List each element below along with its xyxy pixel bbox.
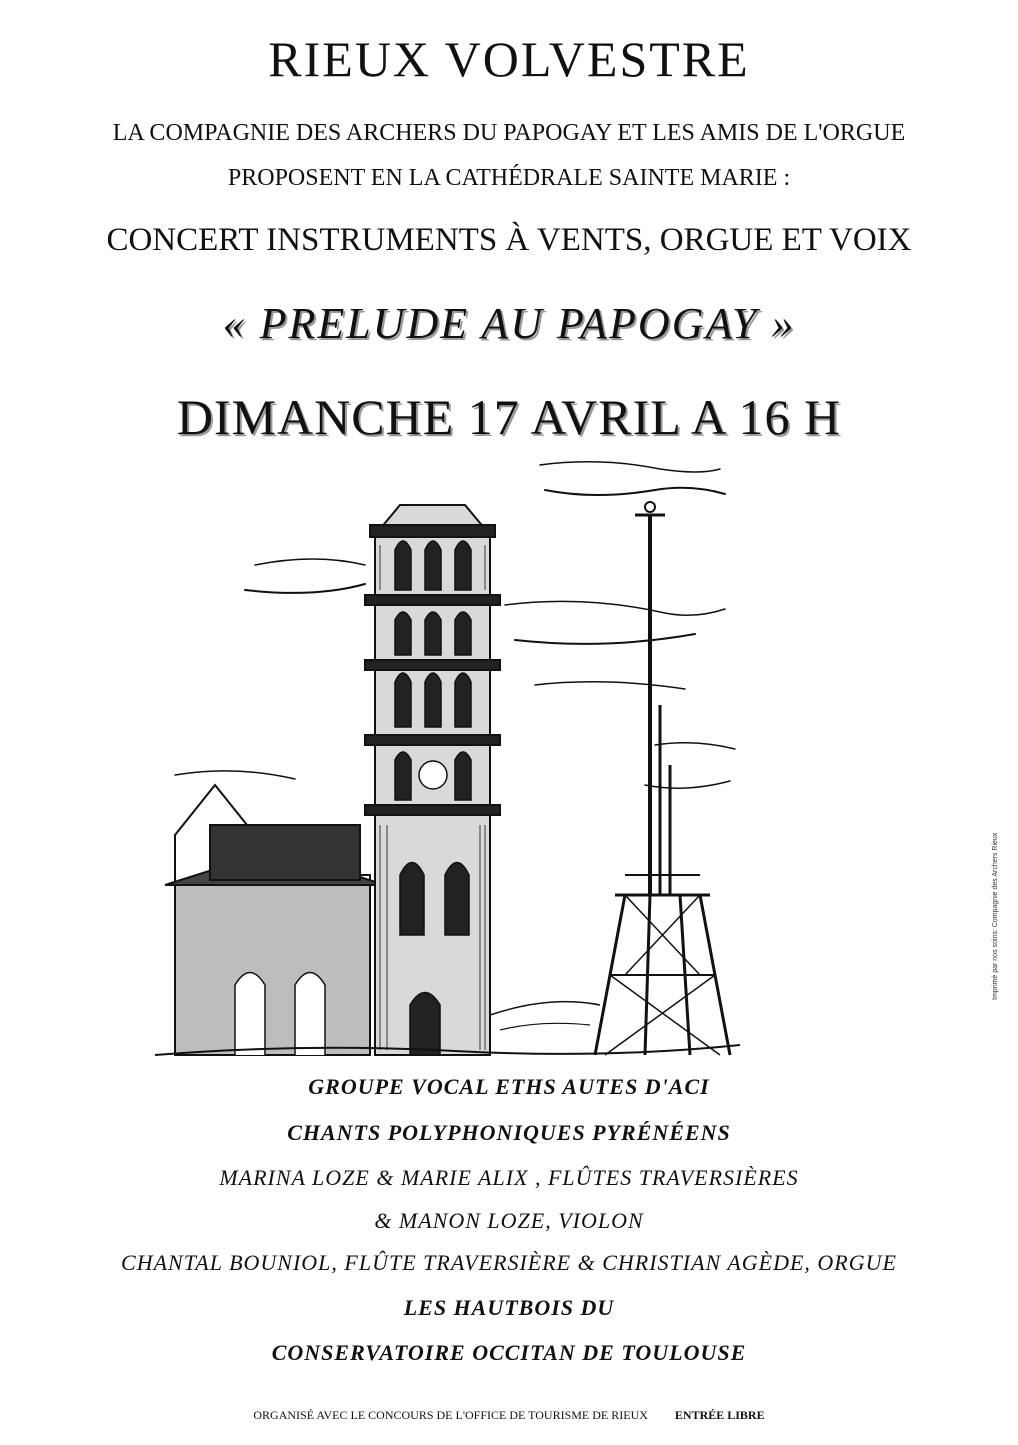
concert-type: CONCERT INSTRUMENTS À VENTS, ORGUE ET VOIX — [106, 222, 912, 258]
performer-line: & MANON LOZE, VIOLON — [374, 1208, 644, 1233]
print-credit: Imprimé par nos soins: Compagnie des Archers Rieux — [992, 832, 999, 1000]
performer-line: MARINA LOZE & MARIE ALIX , FLÛTES TRAVERSIÈRES — [219, 1165, 799, 1190]
performer-line: CONSERVATOIRE OCCITAN DE TOULOUSE — [271, 1340, 747, 1365]
footer — [0, 1408, 1018, 1423]
organizers-line-2: PROPOSENT EN LA CATHÉDRALE SAINTE MARIE : — [227, 165, 791, 191]
cathedral-tower-illustration-icon — [155, 455, 740, 1060]
concert-title: « PRELUDE AU PAPOGAY » — [222, 299, 796, 348]
footer-entry: ENTRÉE LIBRE — [674, 1408, 765, 1422]
page-title: RIEUX VOLVESTRE — [268, 31, 750, 87]
concert-date: DIMANCHE 17 AVRIL A 16 H — [176, 389, 842, 445]
performer-line: CHANTAL BOUNIOL, FLÛTE TRAVERSIÈRE & CHRISTIAN AGÈDE, ORGUE — [121, 1250, 897, 1275]
performer-line: CHANTS POLYPHONIQUES PYRÉNÉENS — [287, 1120, 731, 1145]
organizers-line-1: LA COMPAGNIE DES ARCHERS DU PAPOGAY ET LES AMIS DE L'ORGUE — [112, 120, 906, 146]
performer-line: GROUPE VOCAL ETHS AUTES D'ACI — [308, 1074, 710, 1099]
footer-organized: ORGANISÉ AVEC LE CONCOURS DE L'OFFICE DE TOURISME DE RIEUX — [253, 1408, 648, 1422]
performer-line: LES HAUTBOIS DU — [403, 1295, 615, 1320]
